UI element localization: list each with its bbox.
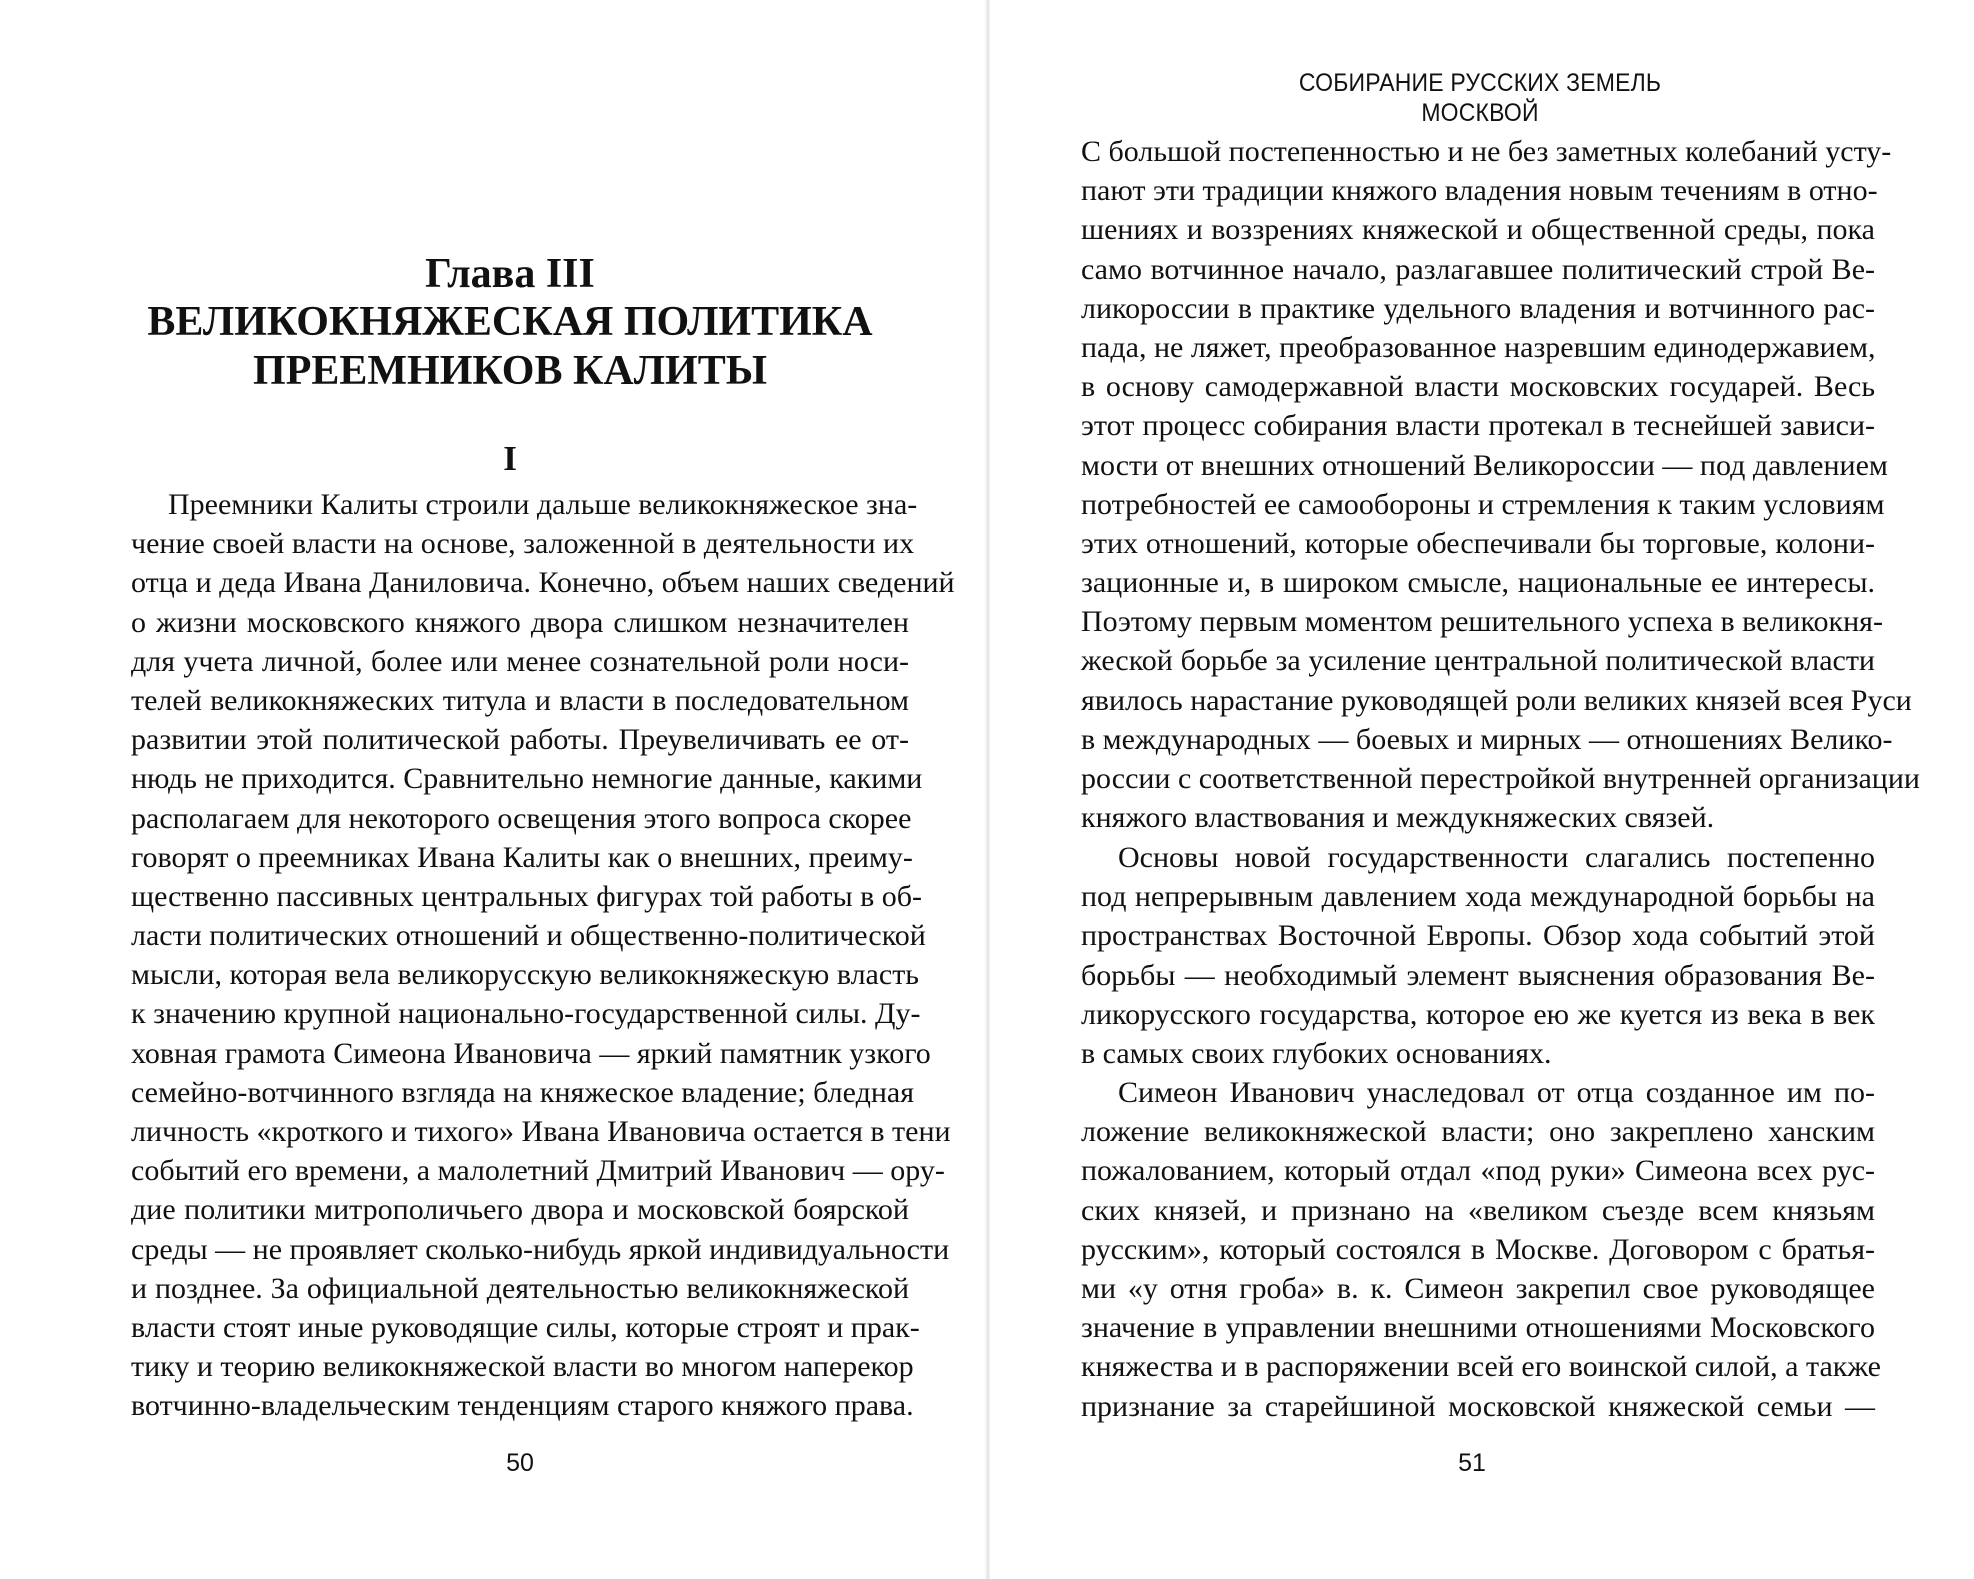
text-line: власти стоят иные руководящие силы, которые строят и прак-	[131, 1310, 920, 1344]
text-line: в самых своих глубоких основаниях.	[1081, 1036, 1552, 1070]
text-line: ховная грамота Симеона Ивановича — яркий памятник узкого	[131, 1036, 931, 1070]
text-line: Симеон Иванович унаследовал от отца созданное им по-	[1118, 1076, 1875, 1109]
text-line: в основу самодержавной власти московских государей. Весь	[1081, 370, 1875, 404]
text-line: пада, не ляжет, преобразованное назревшим единодержавием,	[1081, 330, 1876, 364]
page-number-right: 51	[1458, 1449, 1486, 1477]
section-numeral: I	[503, 439, 517, 478]
text-line: жеской борьбе за усиление центральной политической власти	[1081, 644, 1875, 678]
text-line: мысли, которая вела великорусскую великокняжескую власть	[131, 958, 919, 992]
text-line: вотчинно-владельческим тенденциям старого княжого права.	[131, 1389, 914, 1423]
text-line: располагаем для некоторого освещения этого вопроса скорее	[131, 801, 912, 835]
text-line: этот процесс собирания власти протекал в теснейшей зависи-	[1081, 409, 1875, 443]
text-line: само вотчинное начало, разлагавшее политический строй Ве-	[1081, 252, 1875, 286]
chapter-title	[100, 298, 920, 396]
right-paragraph-1	[1081, 132, 1920, 837]
text-line: княжества и в распоряжении всей его воинской силой, а также	[1081, 1350, 1881, 1384]
running-head: СОБИРАНИЕ РУССКИХ ЗЕМЕЛЬ МОСКВОЙ	[1298, 69, 1662, 127]
text-line: Преемники Калиты строили дальше великокняжеское зна-	[168, 488, 918, 521]
right-paragraph-2	[1081, 838, 1875, 1073]
text-line: этих отношений, которые обеспечивали бы торговые, колони-	[1081, 526, 1875, 560]
text-line: Основы новой государственности слагались постепенно	[1118, 841, 1875, 874]
text-line: развитии этой политической работы. Преувеличивать ее от-	[131, 723, 909, 757]
text-line: россии с соответственной перестройкой внутренней организации	[1081, 762, 1920, 795]
text-line: событий его времени, а малолетний Дмитрий Иванович — ору-	[131, 1154, 945, 1188]
text-line: семейно-вотчинного взгляда на княжеское владение; бледная	[131, 1075, 915, 1109]
text-line: для учета личной, более или менее сознательной роли носи-	[131, 644, 909, 678]
right-paragraph-3	[1081, 1073, 1881, 1426]
text-line: личность «кроткого и тихого» Ивана Ивановича остается в тени	[131, 1115, 951, 1148]
chapter-title-line: ВЕЛИКОКНЯЖЕСКАЯ ПОЛИТИКА	[147, 299, 873, 345]
text-line: ласти политических отношений и общественно-политической	[131, 919, 926, 953]
text-line: телей великокняжеских титула и власти в последовательном	[131, 683, 909, 717]
text-line: ми «у отня гроба» в. к. Симеон закрепил свое руководящее	[1081, 1271, 1875, 1305]
text-line: С большой постепенностью и не без заметных колебаний усту-	[1081, 135, 1892, 168]
text-line: дие политики митрополичьего двора и московской боярской	[131, 1193, 909, 1227]
text-line: признание за старейшиной московской княжеской семьи —	[1081, 1389, 1875, 1423]
text-line: княжого властвования и междукняжеских связей.	[1081, 801, 1715, 835]
text-line: щественно пассивных центральных фигурах той работы в об-	[131, 879, 923, 913]
text-line: значение в управлении внешними отношениями Московского	[1081, 1311, 1875, 1345]
page-number-left: 50	[506, 1449, 534, 1477]
text-line: нюдь не приходится. Сравнительно немногие данные, какими	[131, 762, 923, 796]
left-paragraph	[131, 485, 955, 1426]
text-line: в международных — боевых и мирных — отношениях Велико-	[1081, 722, 1893, 756]
text-line: пают эти традиции княжого владения новым течениям в отно-	[1081, 174, 1878, 208]
text-line: о жизни московского княжого двора слишком незначителен	[131, 605, 909, 639]
text-line: ликороссии в практике удельного владения и вотчинного рас-	[1081, 291, 1875, 325]
text-line: ских князей, и признано на «великом съезде всем князьям	[1081, 1193, 1875, 1227]
text-line: мости от внешних отношений Великороссии — под давлением	[1081, 448, 1888, 482]
text-line: ликорусского государства, которое ею же куется из века в век	[1081, 997, 1875, 1031]
text-line: ложение великокняжеской власти; оно закреплено ханским	[1081, 1115, 1875, 1149]
text-line: тику и теорию великокняжеской власти во многом наперекор	[131, 1350, 914, 1384]
text-line: русским», который состоялся в Москве. Договором с братья-	[1081, 1232, 1875, 1266]
text-line: среды — не проявляет сколько-нибудь яркой индивидуальности	[131, 1232, 950, 1266]
chapter-label: Глава III	[425, 251, 595, 297]
text-line: чение своей власти на основе, заложенной в деятельности их	[131, 527, 915, 561]
left-page	[0, 0, 986, 1579]
text-line: явилось нарастание руководящей роли великих князей всея Руси	[1081, 683, 1912, 717]
text-line: пространствах Восточной Европы. Обзор хода событий этой	[1081, 919, 1875, 953]
text-line: шениях и воззрениях княжеской и общественной среды, пока	[1081, 213, 1875, 247]
text-line: пожалованием, который отдал «под руки» Симеона всех рус-	[1081, 1154, 1875, 1188]
text-line: борьбы — необходимый элемент выяснения образования Ве-	[1081, 958, 1875, 992]
text-line: и позднее. За официальной деятельностью великокняжеской	[131, 1271, 909, 1305]
text-line: потребностей ее самообороны и стремления к таким условиям	[1081, 487, 1885, 521]
text-line: отца и деда Ивана Даниловича. Конечно, объем наших сведений	[131, 566, 955, 600]
text-line: говорят о преемниках Ивана Калиты как о внешних, преиму-	[131, 840, 913, 874]
text-line: к значению крупной национально-государственной силы. Ду-	[131, 997, 921, 1031]
chapter-title-line: ПРЕЕМНИКОВ КАЛИТЫ	[253, 348, 767, 394]
text-line: зационные и, в широком смысле, национальные ее интересы.	[1081, 566, 1875, 600]
text-line: под непрерывным давлением хода международной борьбы на	[1081, 880, 1875, 914]
text-line: Поэтому первым моментом решительного успеха в великокня-	[1081, 605, 1883, 639]
